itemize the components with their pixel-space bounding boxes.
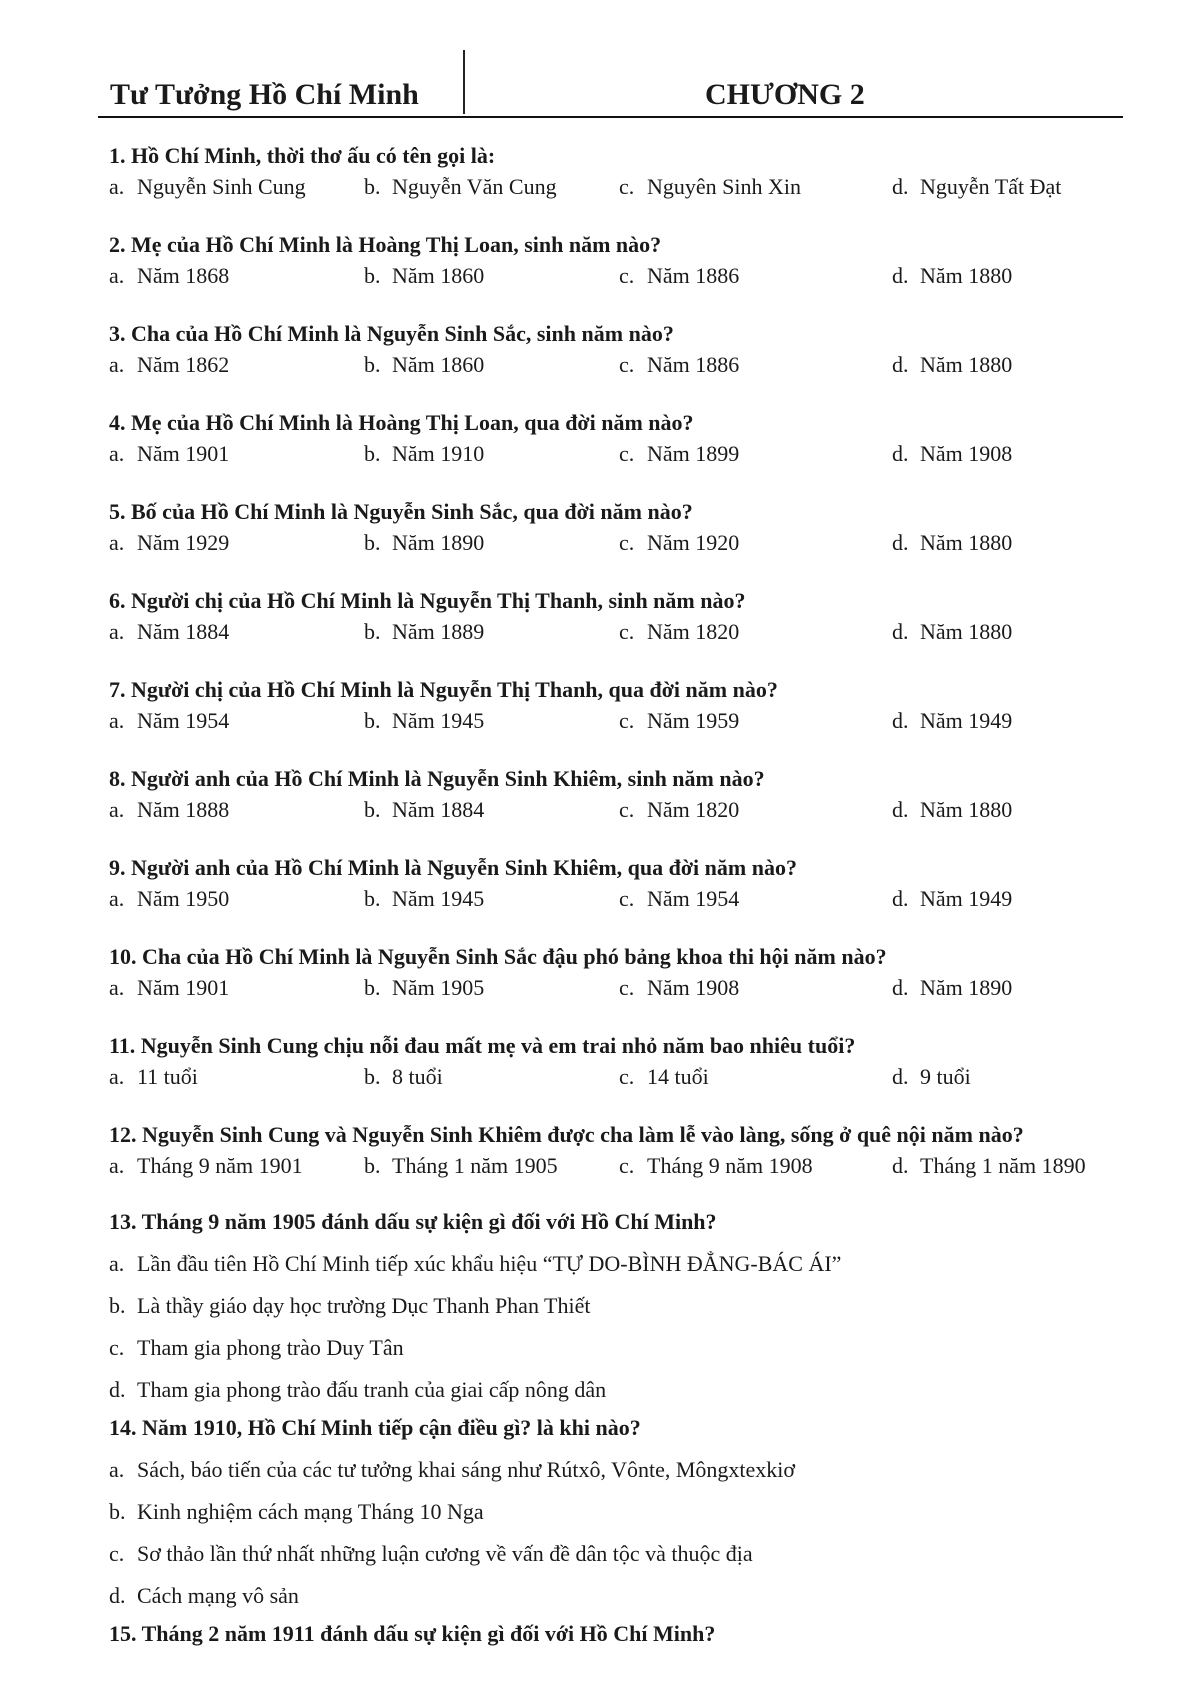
- option-letter: b.: [364, 1064, 381, 1089]
- option-text: Năm 1820: [647, 797, 740, 822]
- answer-option: [892, 527, 1012, 558]
- option-text: Nguyễn Tất Đạt: [920, 174, 1062, 199]
- option-letter: d.: [892, 619, 909, 644]
- option-letter: c.: [619, 886, 635, 911]
- option-text: 8 tuổi: [392, 1064, 443, 1089]
- option-text: Tháng 9 năm 1908: [647, 1153, 813, 1178]
- option-text: Tháng 1 năm 1905: [392, 1153, 558, 1178]
- answer-option: [109, 1332, 1129, 1363]
- question-text: 2. Mẹ của Hồ Chí Minh là Hoàng Thị Loan, sinh năm nào?: [109, 232, 662, 257]
- option-letter: c.: [619, 619, 635, 644]
- option-text: Năm 1901: [137, 975, 230, 1000]
- answer-option: [619, 1061, 709, 1092]
- option-letter: b.: [364, 708, 381, 733]
- question-14: [109, 1412, 1129, 1611]
- question-8: [109, 763, 1129, 825]
- question-7: [109, 674, 1129, 736]
- question-text: 9. Người anh của Hồ Chí Minh là Nguyễn Sinh Khiêm, qua đời năm nào?: [109, 855, 797, 880]
- answer-option: [619, 349, 739, 380]
- answer-option: [364, 1061, 443, 1092]
- option-text: Năm 1880: [920, 352, 1013, 377]
- option-text: Năm 1901: [137, 441, 230, 466]
- question-15: [109, 1618, 1129, 1649]
- option-text: 9 tuổi: [920, 1064, 971, 1089]
- option-letter: d.: [892, 174, 909, 199]
- option-text: Năm 1908: [647, 975, 740, 1000]
- option-text: Năm 1860: [392, 352, 485, 377]
- question-text: 12. Nguyễn Sinh Cung và Nguyễn Sinh Khiêm được cha làm lễ vào làng, sống ở quê nội năm nào?: [109, 1122, 1024, 1147]
- option-text: Nguyễn Sinh Cung: [137, 174, 306, 199]
- option-text: Năm 1889: [392, 619, 485, 644]
- option-letter: c.: [619, 797, 635, 822]
- option-letter: c.: [109, 1335, 125, 1360]
- option-letter: a.: [109, 708, 125, 733]
- answer-option: [619, 1150, 813, 1181]
- question-text: 8. Người anh của Hồ Chí Minh là Nguyễn Sinh Khiêm, sinh năm nào?: [109, 766, 765, 791]
- answer-option: [364, 260, 484, 291]
- answer-option: [619, 171, 801, 202]
- question-text: 14. Năm 1910, Hồ Chí Minh tiếp cận điều gì? là khi nào?: [109, 1415, 641, 1440]
- header-divider: [463, 50, 465, 114]
- question-11: [109, 1030, 1129, 1092]
- option-text: Năm 1910: [392, 441, 485, 466]
- option-letter: b.: [109, 1499, 126, 1524]
- option-letter: b.: [364, 352, 381, 377]
- question-list: [109, 140, 1129, 1660]
- option-letter: b.: [364, 975, 381, 1000]
- option-text: Tham gia phong trào đấu tranh của giai cấp nông dân: [137, 1377, 607, 1402]
- answer-options: [109, 527, 1129, 558]
- option-letter: a.: [109, 886, 125, 911]
- option-text: Năm 1949: [920, 886, 1013, 911]
- option-letter: d.: [892, 530, 909, 555]
- answer-option: [892, 616, 1012, 647]
- option-letter: c.: [619, 1064, 635, 1089]
- option-letter: d.: [892, 263, 909, 288]
- option-text: Năm 1908: [920, 441, 1013, 466]
- question-text: 3. Cha của Hồ Chí Minh là Nguyễn Sinh Sắc, sinh năm nào?: [109, 321, 674, 346]
- answer-option: [109, 972, 229, 1003]
- answer-option: [619, 260, 739, 291]
- answer-option: [109, 1248, 1129, 1279]
- answer-option: [364, 349, 484, 380]
- answer-option: [892, 171, 1061, 202]
- option-letter: a.: [109, 263, 125, 288]
- answer-option: [619, 794, 739, 825]
- option-text: Năm 1886: [647, 263, 740, 288]
- option-letter: a.: [109, 975, 125, 1000]
- answer-options: [109, 883, 1129, 914]
- option-letter: d.: [892, 797, 909, 822]
- option-letter: b.: [364, 174, 381, 199]
- option-text: Nguyễn Văn Cung: [392, 174, 557, 199]
- option-text: Năm 1959: [647, 708, 740, 733]
- question-text: 15. Tháng 2 năm 1911 đánh dấu sự kiện gì đối với Hồ Chí Minh?: [109, 1621, 716, 1646]
- answer-option: [109, 1061, 198, 1092]
- answer-option: [109, 883, 229, 914]
- question-1: [109, 140, 1129, 202]
- answer-option: [619, 527, 739, 558]
- option-letter: b.: [364, 886, 381, 911]
- option-letter: d.: [892, 441, 909, 466]
- option-letter: a.: [109, 1153, 125, 1178]
- answer-option: [892, 438, 1012, 469]
- option-letter: a.: [109, 1251, 125, 1276]
- option-letter: c.: [619, 708, 635, 733]
- question-12: [109, 1119, 1129, 1181]
- option-text: Năm 1862: [137, 352, 230, 377]
- option-letter: a.: [109, 441, 125, 466]
- option-text: Năm 1905: [392, 975, 485, 1000]
- answer-option: [109, 1580, 1129, 1611]
- answer-option: [109, 705, 229, 736]
- option-text: Năm 1880: [920, 797, 1013, 822]
- answer-options: [109, 438, 1129, 469]
- option-text: Năm 1949: [920, 708, 1013, 733]
- option-text: Năm 1920: [647, 530, 740, 555]
- answer-options: [109, 171, 1129, 202]
- option-text: Cách mạng vô sản: [137, 1583, 299, 1608]
- option-text: Năm 1880: [920, 263, 1013, 288]
- answer-option: [109, 527, 229, 558]
- answer-options: [109, 1061, 1129, 1092]
- question-5: [109, 496, 1129, 558]
- answer-option: [619, 972, 739, 1003]
- answer-option: [892, 260, 1012, 291]
- option-letter: b.: [364, 1153, 381, 1178]
- answer-option: [109, 171, 306, 202]
- answer-options: [109, 349, 1129, 380]
- option-text: Năm 1860: [392, 263, 485, 288]
- option-text: Năm 1890: [920, 975, 1013, 1000]
- page-header: [98, 50, 1123, 118]
- option-letter: a.: [109, 1457, 125, 1482]
- answer-option: [892, 705, 1012, 736]
- answer-options: [109, 972, 1129, 1003]
- answer-option: [892, 794, 1012, 825]
- option-text: Năm 1886: [647, 352, 740, 377]
- option-text: Năm 1950: [137, 886, 230, 911]
- question-text: 6. Người chị của Hồ Chí Minh là Nguyễn Thị Thanh, sinh năm nào?: [109, 588, 746, 613]
- answer-option: [364, 527, 484, 558]
- option-text: Năm 1890: [392, 530, 485, 555]
- answer-option: [364, 1150, 558, 1181]
- option-text: Năm 1899: [647, 441, 740, 466]
- option-text: Năm 1888: [137, 797, 230, 822]
- answer-option: [892, 349, 1012, 380]
- question-2: [109, 229, 1129, 291]
- question-text: 13. Tháng 9 năm 1905 đánh dấu sự kiện gì đối với Hồ Chí Minh?: [109, 1209, 717, 1234]
- answer-option: [364, 883, 484, 914]
- option-text: Năm 1884: [392, 797, 485, 822]
- answer-option: [364, 794, 484, 825]
- answer-options: [109, 794, 1129, 825]
- option-letter: d.: [109, 1583, 126, 1608]
- answer-option: [892, 883, 1012, 914]
- answer-option: [109, 1496, 1129, 1527]
- option-text: Năm 1945: [392, 708, 485, 733]
- option-text: Năm 1954: [647, 886, 740, 911]
- answer-options: [109, 260, 1129, 291]
- question-3: [109, 318, 1129, 380]
- answer-option: [619, 616, 739, 647]
- answer-option: [619, 438, 739, 469]
- option-text: Nguyên Sinh Xin: [647, 174, 801, 199]
- option-letter: a.: [109, 352, 125, 377]
- option-letter: d.: [892, 886, 909, 911]
- question-text: 1. Hồ Chí Minh, thời thơ ấu có tên gọi là:: [109, 143, 496, 168]
- option-text: Kinh nghiệm cách mạng Tháng 10 Nga: [137, 1499, 484, 1524]
- answer-option: [892, 1150, 1086, 1181]
- option-letter: c.: [619, 1153, 635, 1178]
- option-letter: b.: [364, 619, 381, 644]
- answer-option: [892, 972, 1012, 1003]
- answer-option: [364, 616, 484, 647]
- option-text: Năm 1880: [920, 619, 1013, 644]
- option-letter: d.: [109, 1377, 126, 1402]
- question-10: [109, 941, 1129, 1003]
- option-letter: b.: [109, 1293, 126, 1318]
- answer-option: [109, 438, 229, 469]
- option-text: Tham gia phong trào Duy Tân: [137, 1335, 404, 1360]
- option-letter: c.: [619, 263, 635, 288]
- answer-option: [109, 1454, 1129, 1485]
- option-letter: b.: [364, 530, 381, 555]
- option-letter: d.: [892, 352, 909, 377]
- option-text: Năm 1954: [137, 708, 230, 733]
- option-letter: b.: [364, 797, 381, 822]
- answer-option: [109, 794, 229, 825]
- question-13: [109, 1206, 1129, 1405]
- option-text: Tháng 1 năm 1890: [920, 1153, 1086, 1178]
- option-text: Năm 1884: [137, 619, 230, 644]
- option-letter: c.: [619, 530, 635, 555]
- option-letter: d.: [892, 708, 909, 733]
- answer-options: [109, 616, 1129, 647]
- question-4: [109, 407, 1129, 469]
- option-letter: c.: [619, 174, 635, 199]
- option-text: Là thầy giáo dạy học trường Dục Thanh Phan Thiết: [137, 1293, 591, 1318]
- option-text: Tháng 9 năm 1901: [137, 1153, 303, 1178]
- option-letter: a.: [109, 530, 125, 555]
- option-text: Năm 1929: [137, 530, 230, 555]
- answer-option: [364, 438, 484, 469]
- option-letter: d.: [892, 1064, 909, 1089]
- question-text: 5. Bố của Hồ Chí Minh là Nguyễn Sinh Sắc, qua đời năm nào?: [109, 499, 693, 524]
- answer-option: [109, 1290, 1129, 1321]
- answer-option: [892, 1061, 971, 1092]
- option-text: Năm 1868: [137, 263, 230, 288]
- option-letter: c.: [619, 441, 635, 466]
- question-9: [109, 852, 1129, 914]
- question-6: [109, 585, 1129, 647]
- answer-option: [109, 1374, 1129, 1405]
- option-text: 14 tuổi: [647, 1064, 709, 1089]
- answer-option: [364, 972, 484, 1003]
- question-text: 11. Nguyễn Sinh Cung chịu nỗi đau mất mẹ và em trai nhỏ năm bao nhiêu tuổi?: [109, 1033, 856, 1058]
- option-letter: b.: [364, 263, 381, 288]
- subject-title: Tư Tưởng Hồ Chí Minh: [110, 78, 419, 111]
- option-letter: c.: [619, 975, 635, 1000]
- option-letter: d.: [892, 1153, 909, 1178]
- option-text: Năm 1945: [392, 886, 485, 911]
- answer-option: [109, 349, 229, 380]
- option-text: Sơ thảo lần thứ nhất những luận cương về vấn đề dân tộc và thuộc địa: [137, 1541, 753, 1566]
- question-text: 10. Cha của Hồ Chí Minh là Nguyễn Sinh Sắc đậu phó bảng khoa thi hội năm nào?: [109, 944, 887, 969]
- option-letter: b.: [364, 441, 381, 466]
- option-text: Năm 1880: [920, 530, 1013, 555]
- answer-options: [109, 1150, 1129, 1181]
- option-text: Năm 1820: [647, 619, 740, 644]
- option-letter: a.: [109, 797, 125, 822]
- option-letter: a.: [109, 174, 125, 199]
- answer-option: [619, 883, 739, 914]
- answer-options: [109, 705, 1129, 736]
- chapter-title: CHƯƠNG 2: [705, 78, 865, 111]
- answer-option: [109, 616, 229, 647]
- answer-option: [109, 260, 229, 291]
- answer-option: [109, 1538, 1129, 1569]
- option-text: Lần đầu tiên Hồ Chí Minh tiếp xúc khẩu hiệu “TỰ DO-BÌNH ĐẲNG-BÁC ÁI”: [137, 1251, 842, 1276]
- question-text: 7. Người chị của Hồ Chí Minh là Nguyễn Thị Thanh, qua đời năm nào?: [109, 677, 778, 702]
- answer-option: [109, 1150, 303, 1181]
- answer-option: [364, 171, 557, 202]
- answer-option: [364, 705, 484, 736]
- question-text: 4. Mẹ của Hồ Chí Minh là Hoàng Thị Loan, qua đời năm nào?: [109, 410, 694, 435]
- option-letter: a.: [109, 1064, 125, 1089]
- option-letter: a.: [109, 619, 125, 644]
- answer-option: [619, 705, 739, 736]
- option-text: Sách, báo tiến của các tư tưởng khai sáng như Rútxô, Vônte, Môngxtexkiơ: [137, 1457, 796, 1482]
- option-text: 11 tuổi: [137, 1064, 198, 1089]
- option-letter: c.: [619, 352, 635, 377]
- option-letter: c.: [109, 1541, 125, 1566]
- option-letter: d.: [892, 975, 909, 1000]
